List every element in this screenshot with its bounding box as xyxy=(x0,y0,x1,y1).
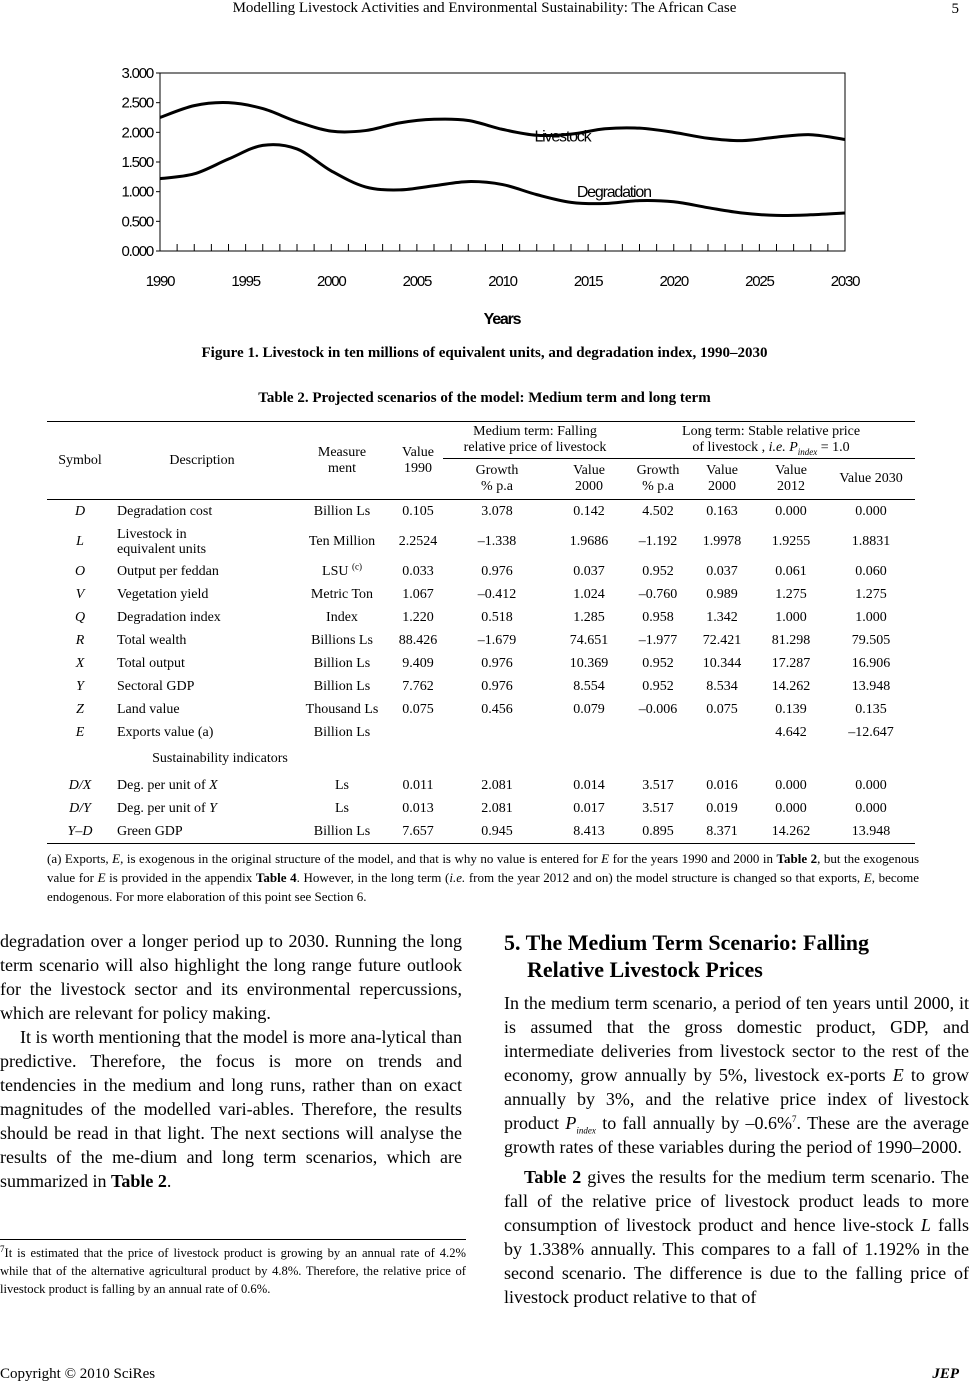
journal-abbrev: JEP xyxy=(932,1366,959,1382)
header-medium-value-2000: Value 2000 xyxy=(551,459,627,500)
cell-value: 0.952 xyxy=(642,563,674,579)
cell-value: 14.262 xyxy=(755,820,827,844)
cell-value: 0.976 xyxy=(481,655,513,671)
y-tick-label: 2.500 xyxy=(121,94,153,112)
cell-measurement: Billion Ls xyxy=(313,503,371,519)
table-row xyxy=(47,820,915,844)
header-long-value-2000: Value 2000 xyxy=(689,459,755,500)
y-tick-label: 2.000 xyxy=(121,124,153,142)
cell-measurement: Ls xyxy=(335,800,349,816)
x-tick-label: 1995 xyxy=(231,273,260,290)
cell-value: 2.081 xyxy=(481,777,513,793)
x-tick-label: 1990 xyxy=(145,273,175,290)
footnote: $^7$It is estimated that the price of livestock product is growing by an annual rate of 4.2% while that of the alternative agricultural product by 4.8%. Therefore, the relative price of livestock product is falling by an annual rate of 0.6%. xyxy=(0,1243,466,1296)
cell-measurement: Billion Ls xyxy=(313,678,371,694)
cell-description: Deg. per unit of Y xyxy=(117,801,217,816)
cell-value: 74.651 xyxy=(569,632,609,648)
cell-measurement: LSU $^{(c)}$ xyxy=(322,560,362,579)
line-chart xyxy=(90,52,870,337)
table-row xyxy=(47,629,915,652)
section-heading: 5. The Medium Term Scenario: Falling Relative Livestock Prices xyxy=(504,930,870,982)
y-tick-label: 1.500 xyxy=(121,154,153,171)
cell-value: 0.000 xyxy=(775,800,807,816)
cell-value: 2.2524 xyxy=(398,533,438,549)
cell-value: 8.554 xyxy=(573,678,605,694)
cell-value xyxy=(551,721,627,744)
cell-value: 72.421 xyxy=(702,632,742,648)
cell-symbol: Y–D xyxy=(47,820,113,844)
cell-value: 1.285 xyxy=(573,609,605,625)
cell-symbol: D/X xyxy=(68,777,92,793)
cell-description: Sectoral GDP xyxy=(117,679,195,694)
cell-value: 0.000 xyxy=(855,503,887,519)
cell-value: 2.081 xyxy=(481,800,513,816)
cell-value: 1.220 xyxy=(402,609,434,625)
series-line-livestock xyxy=(160,103,845,141)
cell-value: 0.142 xyxy=(573,503,605,519)
cell-value: 0.075 xyxy=(706,701,738,717)
cell-value: 0.033 xyxy=(402,563,434,579)
x-axis-title: Years xyxy=(483,311,521,328)
cell-symbol: D/Y xyxy=(69,800,91,816)
cell-value: 0.011 xyxy=(402,777,434,793)
table-row xyxy=(47,721,915,744)
cell-value: –1.679 xyxy=(477,632,517,648)
x-tick-label: 2015 xyxy=(573,273,603,290)
cell-value: 1.9255 xyxy=(771,533,811,549)
y-axis-ticks xyxy=(121,65,160,260)
cell-value: 0.037 xyxy=(573,563,605,579)
header-description: Description xyxy=(169,452,235,468)
plot-frame xyxy=(160,73,845,251)
cell-value xyxy=(627,721,689,744)
cell-value xyxy=(443,721,551,744)
scenario-table xyxy=(47,421,915,844)
cell-value: –12.647 xyxy=(848,724,894,740)
left-column xyxy=(0,929,462,1193)
cell-value: 0.000 xyxy=(775,777,807,793)
cell-value: 7.657 xyxy=(393,820,443,844)
x-tick-label: 2010 xyxy=(488,273,517,290)
cell-description: Output per feddan xyxy=(117,564,219,579)
table-row xyxy=(47,774,915,797)
running-header xyxy=(0,0,969,22)
table-body xyxy=(47,500,915,844)
cell-value: –1.338 xyxy=(477,533,517,549)
page-number: 5 xyxy=(951,1,959,17)
cell-value: 0.895 xyxy=(627,820,689,844)
cell-value: 81.298 xyxy=(771,632,811,648)
cell-value: 0.060 xyxy=(855,563,887,579)
cell-value: 4.502 xyxy=(642,503,674,519)
y-tick-label: 1.000 xyxy=(121,183,153,201)
table-row xyxy=(47,500,915,524)
cell-value: 8.413 xyxy=(551,820,627,844)
cell-value: 10.369 xyxy=(569,655,609,671)
cell-value: 0.000 xyxy=(855,800,887,816)
footnote-rule xyxy=(0,1239,466,1240)
cell-measurement: Ten Million xyxy=(308,533,376,549)
cell-symbol: D xyxy=(74,503,86,519)
x-tick-label: 2025 xyxy=(745,273,774,290)
cell-value: 3.517 xyxy=(642,800,674,816)
cell-description: Degradation cost xyxy=(117,504,213,519)
series-label-degradation: Degradation xyxy=(576,183,651,201)
y-tick-label: 3.000 xyxy=(121,65,153,82)
cell-value: 8.534 xyxy=(706,678,738,694)
x-tick-label: 2020 xyxy=(659,273,689,290)
cell-value: 0.952 xyxy=(642,678,674,694)
series-line-degradation xyxy=(160,145,845,216)
cell-value: 0.016 xyxy=(706,777,738,793)
header-value-1990: Value 1990 xyxy=(402,444,434,476)
paragraph: Table 2 gives the results for the medium term scenario. The fall of the relative price of livestock product leads to more consumption of livestock product and hence live-stock L falls by 1.338% annually. This compares to a fall of 1.192% in the second scenario. The difference is due to the falling price of livestock product relative to that of xyxy=(504,1167,969,1307)
x-tick-label: 2030 xyxy=(830,273,860,290)
cell-value: 1.275 xyxy=(775,586,807,602)
header-medium-term: Medium term: Falling relative price of livestock xyxy=(463,424,607,455)
cell-value: 0.037 xyxy=(706,563,738,579)
cell-value: 1.8831 xyxy=(851,533,891,549)
cell-value: 9.409 xyxy=(402,655,434,671)
cell-description: Exports value (a) xyxy=(117,725,214,740)
figure-caption: Figure 1. Livestock in ten millions of equivalent units, and degradation index, 1990–2030 xyxy=(201,345,768,361)
cell-value: 1.067 xyxy=(402,586,434,602)
cell-value: 14.262 xyxy=(771,678,811,694)
header-symbol: Symbol xyxy=(58,452,102,468)
cell-value: 0.139 xyxy=(775,701,807,717)
cell-value: 0.075 xyxy=(402,701,434,717)
series-label-livestock: Livestock xyxy=(534,128,591,146)
x-tick-label: 2005 xyxy=(402,273,432,290)
x-tick-label: 2000 xyxy=(316,273,346,290)
cell-symbol: R xyxy=(75,632,85,648)
running-title: Modelling Livestock Activities and Environmental Sustainability: The African Case xyxy=(232,0,737,16)
header-medium-growth: Growth % p.a xyxy=(443,459,551,500)
cell-value: 13.948 xyxy=(851,678,891,694)
cell-value: 0.952 xyxy=(642,655,674,671)
cell-value: –1.192 xyxy=(638,533,678,549)
cell-value: 0.518 xyxy=(481,609,513,625)
cell-value: 0.017 xyxy=(573,800,605,816)
cell-description: Total output xyxy=(117,656,185,671)
cell-value: 1.275 xyxy=(855,586,887,602)
cell-value: 0.976 xyxy=(481,563,513,579)
cell-value: 88.426 xyxy=(398,632,438,648)
cell-value: 16.906 xyxy=(851,655,891,671)
table-header xyxy=(47,422,915,500)
table-row xyxy=(47,652,915,675)
cell-value: 1.024 xyxy=(573,586,605,602)
cell-symbol: Y xyxy=(76,678,84,694)
cell-symbol: L xyxy=(76,533,84,549)
cell-measurement: Billions Ls xyxy=(311,632,373,648)
cell-value: 0.105 xyxy=(402,503,434,519)
cell-value: 0.000 xyxy=(775,503,807,519)
cell-value: –0.760 xyxy=(638,586,678,602)
cell-value: –0.006 xyxy=(638,701,678,717)
cell-value: 1.000 xyxy=(855,609,887,625)
cell-measurement: Billion Ls xyxy=(313,724,371,740)
cell-value: –1.977 xyxy=(638,632,678,648)
cell-value: 0.958 xyxy=(642,609,674,625)
cell-measurement: Billion Ls xyxy=(291,820,393,844)
cell-value: 4.642 xyxy=(775,724,807,740)
cell-value: 10.344 xyxy=(702,655,742,671)
table-row xyxy=(47,698,915,721)
cell-symbol: X xyxy=(75,655,85,671)
section-row xyxy=(47,744,915,774)
cell-symbol: E xyxy=(75,724,85,740)
cell-value: 0.019 xyxy=(706,800,738,816)
cell-description: Vegetation yield xyxy=(117,587,209,602)
cell-value: 3.078 xyxy=(481,503,513,519)
cell-value: 7.762 xyxy=(402,678,434,694)
table-row xyxy=(47,560,915,583)
header-long-growth: Growth % p.a xyxy=(627,459,689,500)
cell-value: –0.412 xyxy=(477,586,517,602)
cell-description: Degradation index xyxy=(117,610,221,625)
cell-value: 0.976 xyxy=(481,678,513,694)
cell-value: 79.505 xyxy=(851,632,891,648)
cell-measurement: Index xyxy=(326,609,358,625)
right-column xyxy=(504,929,969,1309)
paragraph: It is worth mentioning that the model is more ana-lytical than predictive. Therefore, the focus is more on trends and tendencies in the medium and long runs, rather than on exact magnitudes of the modelled vari-ables. Therefore, the results should be read in that light. The next sections will analyse the results of the me-dium and long term scenarios, which are summarized in Table 2. xyxy=(0,1027,462,1191)
table-row xyxy=(47,583,915,606)
y-tick-label: 0.000 xyxy=(121,243,153,260)
cell-description: Deg. per unit of X xyxy=(117,778,218,793)
cell-value: 0.061 xyxy=(775,563,807,579)
table-row xyxy=(47,523,915,560)
cell-measurement: Billion Ls xyxy=(313,655,371,671)
cell-value: 1.342 xyxy=(706,609,738,625)
cell-value: 0.456 xyxy=(481,701,513,717)
cell-symbol: O xyxy=(74,563,86,579)
cell-value: 0.945 xyxy=(443,820,551,844)
cell-value: 13.948 xyxy=(827,820,915,844)
cell-description: Livestock in equivalent units xyxy=(117,526,207,557)
cell-value: 1.000 xyxy=(775,609,807,625)
cell-measurement: Ls xyxy=(335,777,349,793)
paragraph: degradation over a longer period up to 2030. Running the long term scenario will also highlight the long range future outlook for the livestock sector and its environmental repercussions, which are relevant for policy making. xyxy=(0,931,462,1023)
paragraph: In the medium term scenario, a period of ten years until 2000, it is assumed that the gross domestic product, GDP, and intermediate deliveries from livestock sector to the rest of the economy, grow annually by 5%, livestock ex-ports E to grow annually by 3%, and the relative price index of livestock product $P_{index}$ to fall annually by –0.6%$^7$. These are the average growth rates of these variables during the period of 1990–2000. xyxy=(504,993,969,1157)
cell-description: Land value xyxy=(117,702,180,717)
cell-value: 3.517 xyxy=(642,777,674,793)
cell-value xyxy=(689,721,755,744)
data-table-container xyxy=(47,421,915,844)
copyright: Copyright © 2010 SciRes xyxy=(0,1366,156,1382)
header-long-value-2012: Value 2012 xyxy=(755,459,827,500)
header-long-term: Long term: Stable relative price of livestock , i.e. $P_{index} = 1.0$ xyxy=(682,424,861,457)
cell-value: 0.135 xyxy=(855,701,887,717)
cell-value: 0.000 xyxy=(855,777,887,793)
header-measurement: Measure ment xyxy=(317,444,367,476)
cell-value: 1.9686 xyxy=(569,533,609,549)
cell-value: 8.371 xyxy=(689,820,755,844)
cell-description: Green GDP xyxy=(113,820,291,844)
cell-symbol: Z xyxy=(76,701,84,717)
cell-value: 0.014 xyxy=(573,777,605,793)
cell-value: 1.9978 xyxy=(702,533,742,549)
series-lines xyxy=(160,103,845,216)
sustainability-section-title: Sustainability indicators xyxy=(152,751,288,766)
table-caption: Table 2. Projected scenarios of the model: Medium term and long term xyxy=(258,390,711,406)
y-tick-label: 0.500 xyxy=(121,213,153,231)
cell-value: 0.013 xyxy=(402,800,434,816)
cell-symbol: Q xyxy=(74,609,86,625)
table-row xyxy=(47,797,915,820)
cell-description: Total wealth xyxy=(117,633,187,648)
cell-symbol: V xyxy=(75,586,85,602)
table-note: (a) Exports, E, is exogenous in the original structure of the model, and that is why no value is entered for E for the years 1990 and 2000 in Table 2, but the exogenous value for E is provided in the appendix Table 4. However, in the long term (i.e. from the year 2012 and on) the model structure is changed so that exports, E, become endogenous. For more elaboration of this point see Section 6. xyxy=(47,851,920,904)
table-row xyxy=(47,606,915,629)
cell-value: 17.287 xyxy=(771,655,811,671)
cell-measurement: Metric Ton xyxy=(310,586,374,602)
cell-value: 0.163 xyxy=(706,503,738,519)
cell-measurement: Thousand Ls xyxy=(305,701,379,717)
cell-value: 0.989 xyxy=(706,586,738,602)
cell-value: 0.079 xyxy=(573,701,605,717)
table-row xyxy=(47,675,915,698)
header-long-value-2030: Value 2030 xyxy=(827,459,915,500)
cell-value xyxy=(393,721,443,744)
